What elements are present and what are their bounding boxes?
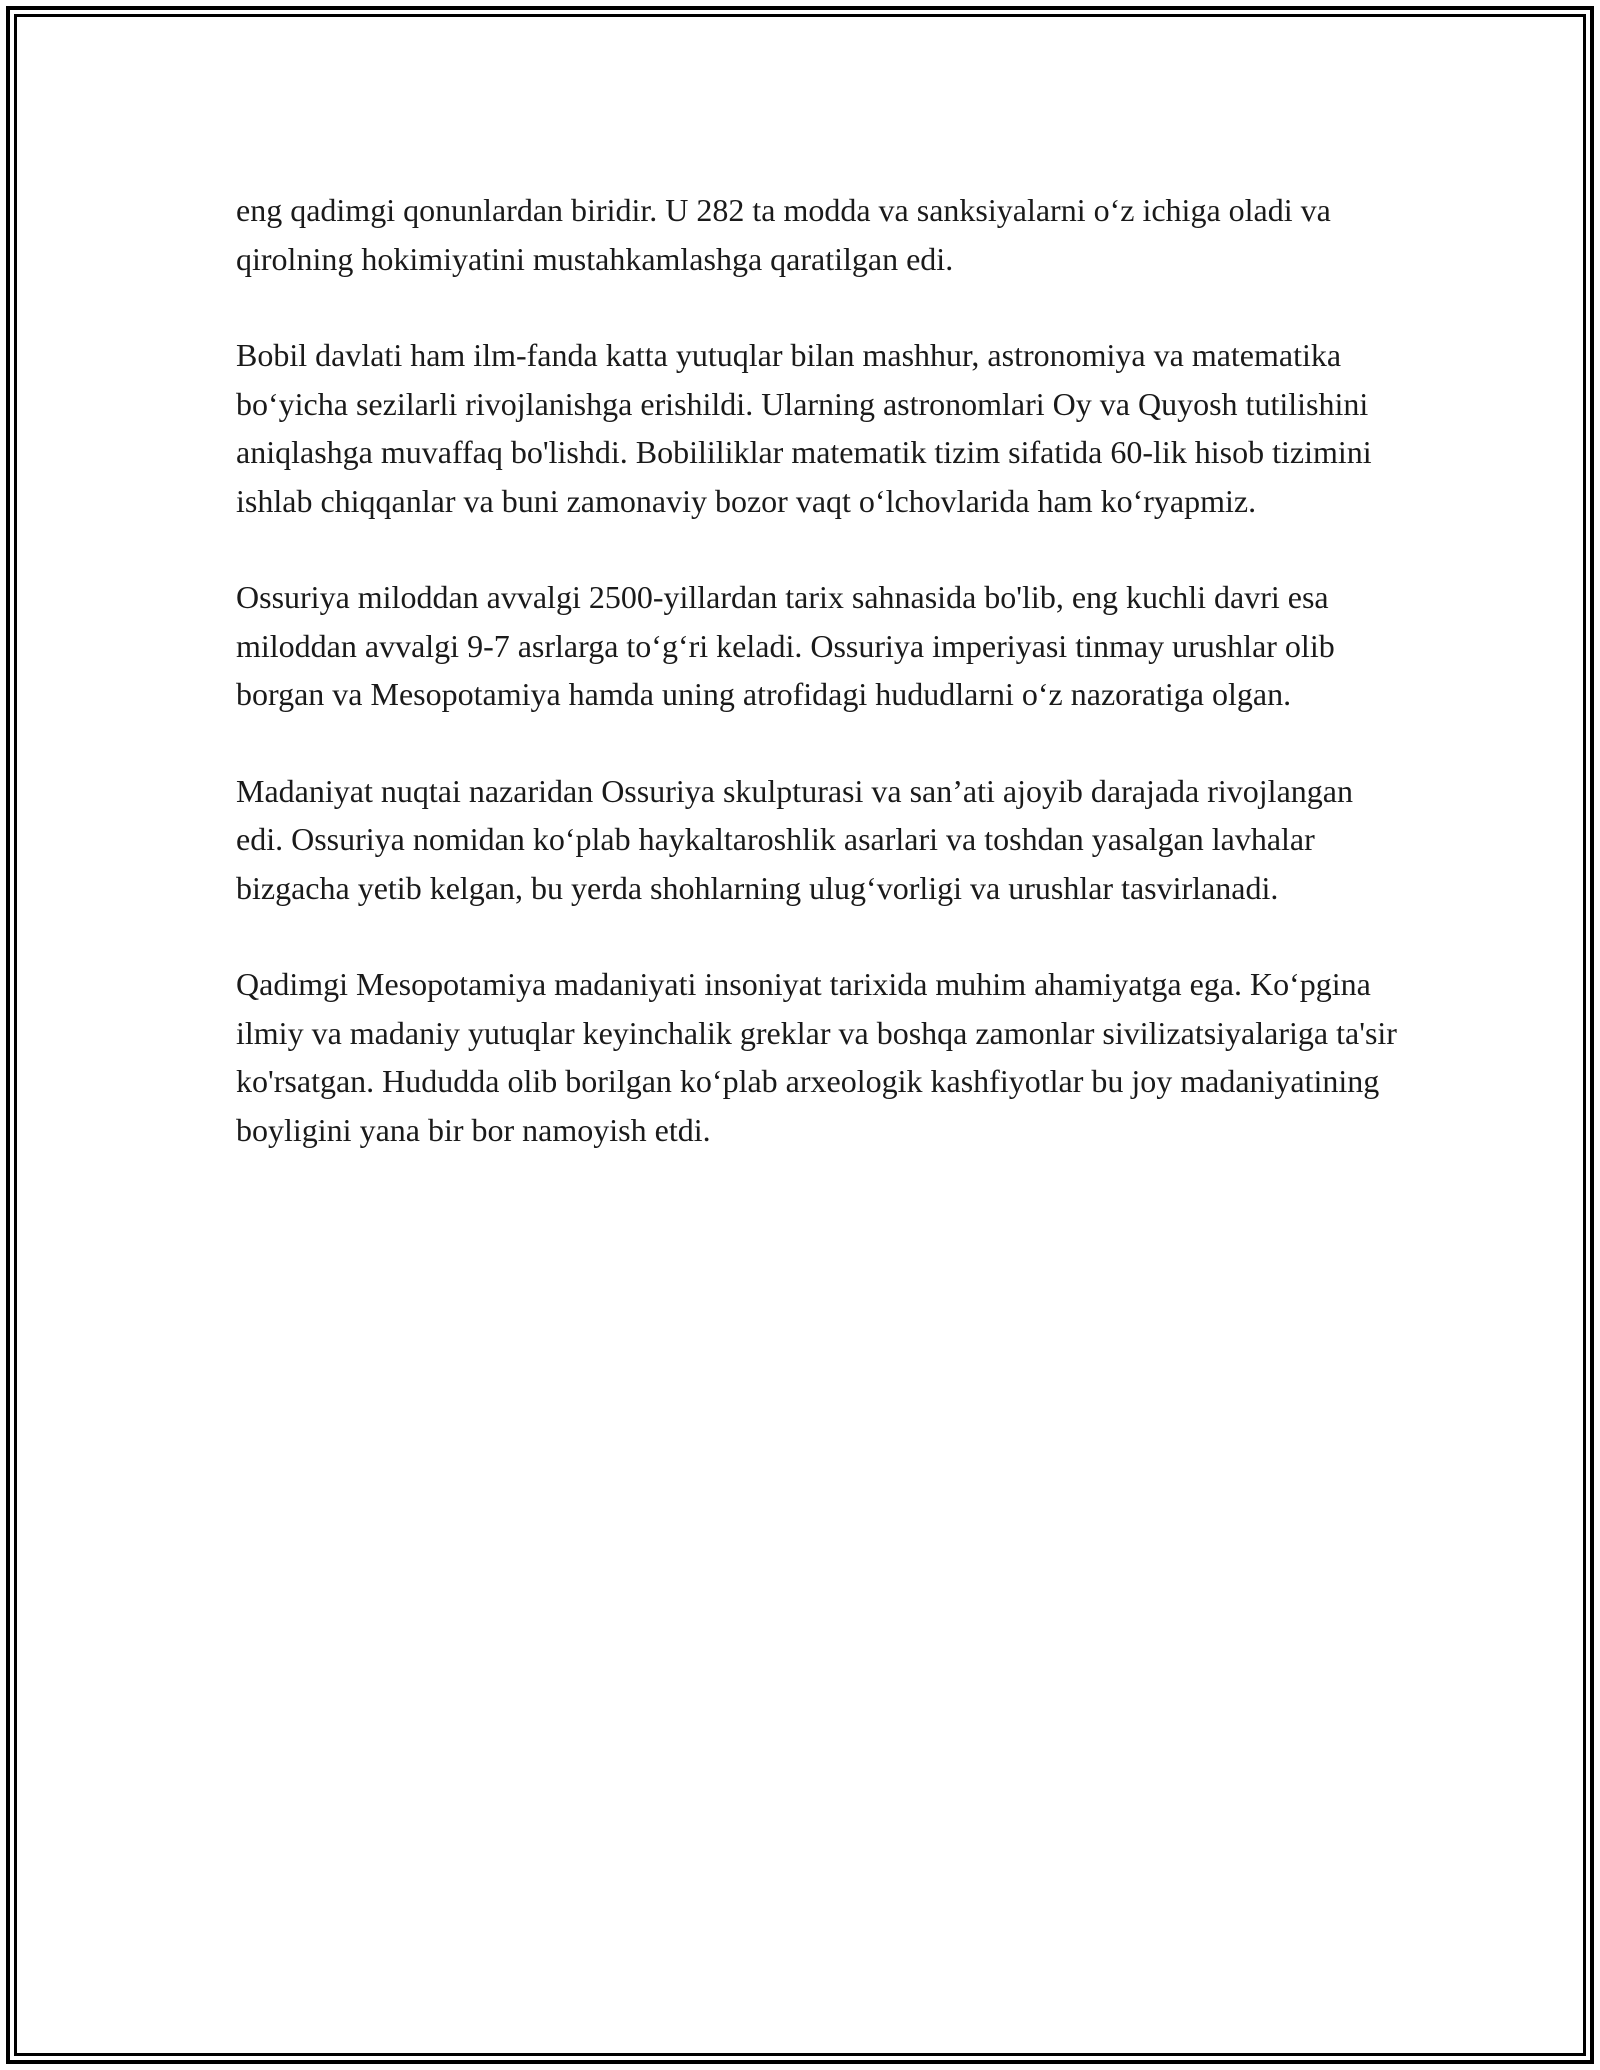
paragraph-1: eng qadimgi qonunlardan biridir. U 282 ta modda va sanksiyalarni o‘z ichiga oladi va qirolning hokimiyatini mustahkamlashga qaratilgan edi. [236,192,1331,277]
paragraph-4: Madaniyat nuqtai nazaridan Ossuriya skulpturasi va san’ati ajoyib darajada rivojlangan edi. Ossuriya nomidan ko‘plab haykaltaroshlik asarlari va toshdan yasalgan lavhalar bizgacha yetib kelgan, bu yerda shohlarning ulug‘vorligi va urushlar tasvirlanadi. [236,772,1353,906]
paragraph-5: Qadimgi Mesopotamiya madaniyati insoniyat tarixida muhim ahamiyatga ega. Ko‘pgina ilmiy va madaniy yutuqlar keyinchalik greklar va boshqa zamonlar sivilizatsiyalariga ta'sir ko'rsatgan. Hududda olib borilgan ko‘plab arxeologik kashfiyotlar bu joy madaniyatining boyligini yana bir bor namoyish etdi. [236,966,1397,1148]
paragraph-3: Ossuriya miloddan avvalgi 2500-yillardan tarix sahnasida bo'lib, eng kuchli davri esa miloddan avvalgi 9-7 asrlarga to‘g‘ri keladi. Ossuriya imperiyasi tinmay urushlar olib borgan va Mesopotamiya hamda uning atrofidagi hududlarni o‘z nazoratiga olgan. [236,579,1335,712]
document-body [236,186,1406,1202]
paragraph-2: Bobil davlati ham ilm-fanda katta yutuqlar bilan mashhur, astronomiya va matematika bo‘yicha sezilarli rivojlanishga erishildi. Ularning astronomlari Oy va Quyosh tutilishini aniqlashga muvaffaq bo'lishdi. Bobililiklar matematik tizim sifatida 60-lik hisob tizimini ishlab chiqqanlar va buni zamonaviy bozor vaqt o‘lchovlarida ham ko‘ryapmiz. [236,337,1372,519]
